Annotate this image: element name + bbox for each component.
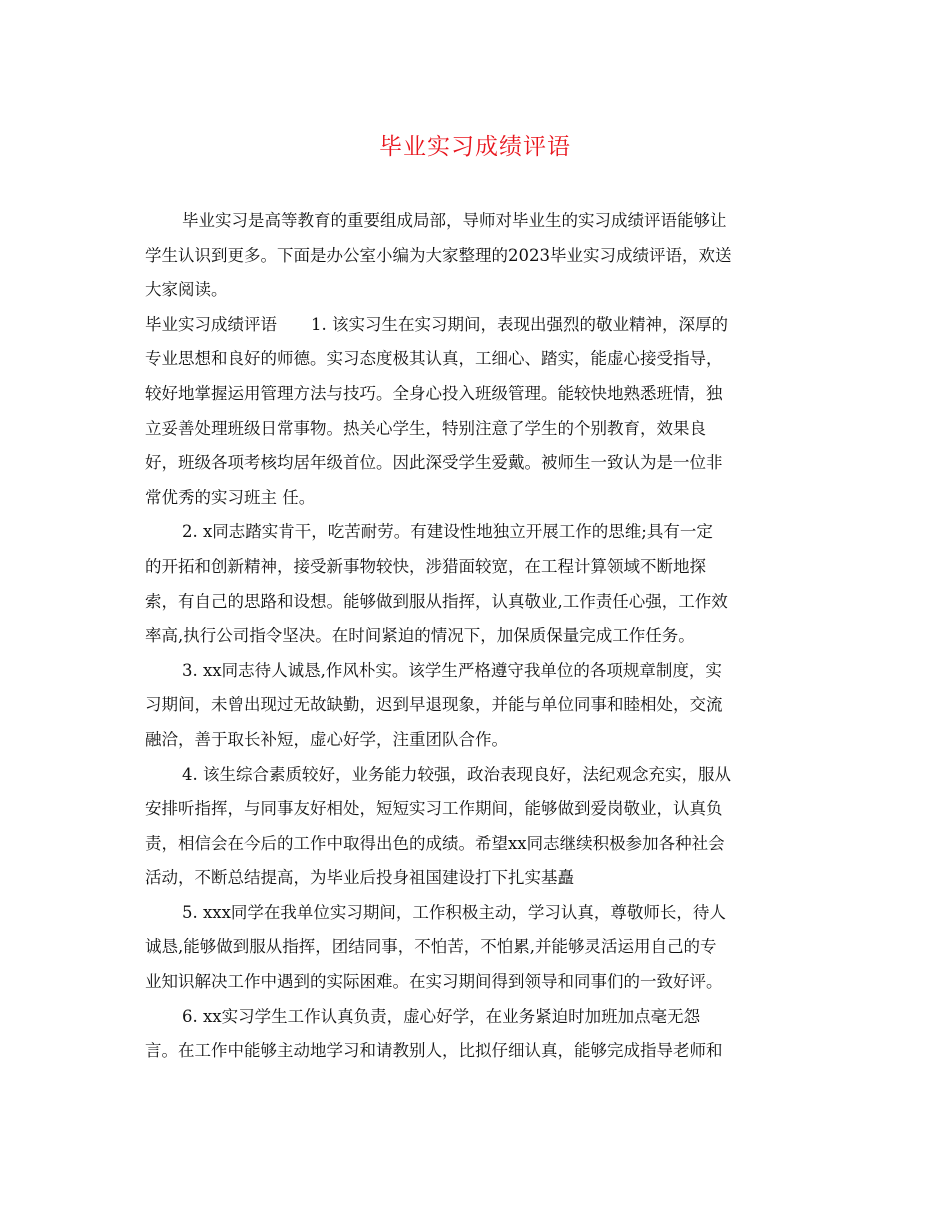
item-text: 1. 该实习生在实习期间，表现出强烈的敬业精神，深厚的 (311, 314, 728, 334)
item-line: 专业思想和良好的师德。实习态度极其认真，工细心、踏实，能虚心接受指导， (145, 349, 723, 369)
item-line: 好，班级各项考核均居年级首位。因此深受学生爱戴。被师生一致认为是一位非 (145, 453, 723, 473)
item-line: 率高,执行公司指令坚决。在时间紧迫的情况下，加保质保量完成工作任务。 (145, 626, 695, 646)
item-line: 诚恳,能够做到服从指挥，团结同事，不怕苦，不怕累,并能够灵活运用自己的专 (145, 937, 717, 957)
item-4-first-line: 4. 该生综合素质较好，业务能力较强，政治表现良好，法纪观念充实，服从 (182, 764, 731, 784)
item-line: 常优秀的实习班主 任。 (145, 487, 316, 507)
intro-line: 大家阅读。 (145, 280, 228, 300)
intro-line: 毕业实习是高等教育的重要组成局部，导师对毕业生的实习成绩评语能够让 (182, 211, 727, 230)
item-6-first-line: 6. xx实习学生工作认真负责，虚心好学，在业务紧迫时加班加点毫无怨 (182, 1006, 701, 1026)
item-line: 业知识解决工作中遇到的实际困难。在实习期间得到领导和同事们的一致好评。 (145, 972, 723, 992)
item-line: 责，相信会在今后的工作中取得出色的成绩。希望xx同志继续积极参加各种社会 (145, 833, 725, 853)
item-line: 较好地掌握运用管理方法与技巧。全身心投入班级管理。能较快地熟悉班情，独 (145, 383, 723, 403)
item-line: 安排听指挥，与同事友好相处，短短实习工作期间，能够做到爱岗敬业，认真负 (145, 799, 723, 819)
item-1-first-line (145, 308, 810, 343)
item-3-first-line: 3. xx同志待人诚恳,作风朴实。该学生严格遵守我单位的各项规章制度，实 (182, 660, 722, 680)
item-line: 的开拓和创新精神，接受新事物较快，涉猎面较宽，在工程计算领域不断地探 (145, 556, 706, 576)
item-5-first-line: 5. xxx同学在我单位实习期间，工作积极主动，学习认真，尊敬师长，待人 (182, 902, 726, 922)
section-label: 毕业实习成绩评语 (145, 314, 277, 334)
item-line: 融洽，善于取长补短，虚心好学，注重团队合作。 (145, 729, 508, 749)
item-line: 言。在工作中能够主动地学习和请教别人，比拟仔细认真，能够完成指导老师和 (145, 1041, 723, 1061)
document-title: 毕业实习成绩评语 (379, 134, 571, 160)
item-line: 习期间，未曾出现过无故缺勤，迟到早退现象，并能与单位同事和睦相处，交流 (145, 695, 723, 715)
item-2-first-line: 2. x同志踏实肯干，吃苦耐劳。有建设性地独立开展工作的思维;具有一定 (182, 522, 713, 542)
item-line: 立妥善处理班级日常事物。热关心学生，特别注意了学生的个别教育，效果良 (145, 418, 706, 438)
document-body (145, 204, 810, 1069)
intro-line: 学生认识到更多。下面是办公室小编为大家整理的2023毕业实习成绩评语，欢送 (145, 245, 732, 265)
item-line: 活动，不断总结提高，为毕业后投身祖国建设打下扎实基矗 (145, 868, 574, 888)
item-line: 索，有自己的思路和设想。能够做到服从指挥，认真敬业,工作责任心强，工作效 (145, 591, 728, 611)
